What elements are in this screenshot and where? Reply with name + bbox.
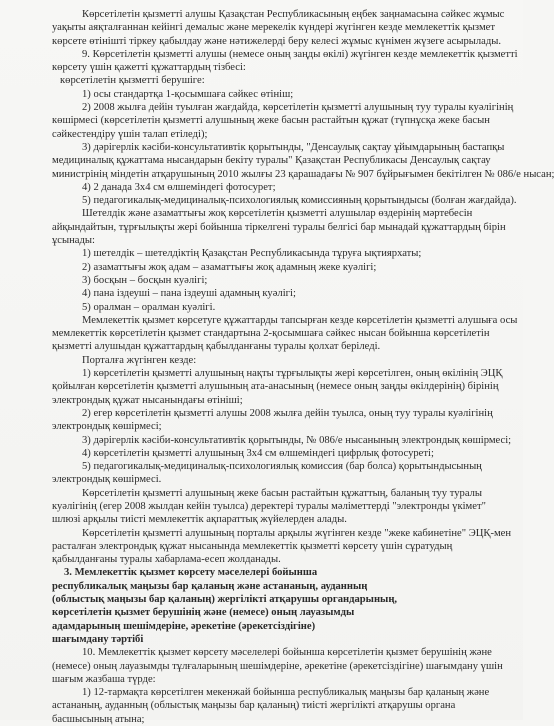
text-line: адамдарының шешімдеріне, әрекетіне (әрекетсіздігіне) bbox=[52, 620, 316, 632]
text-line: шағым жазбаша түрде: bbox=[52, 673, 156, 685]
text-line: 1) көрсетілетін қызметті алушының нақты тұрғылықты жері көрсетілген, оның өкілінің ЭЦҚ bbox=[82, 368, 503, 380]
text-line: көшірмесі (көрсетілетін қызметті алушының жеке басын растайтын құжат (түпнұсқа жеке басын bbox=[52, 115, 490, 127]
text-line: қойылған көрсетілетін қызметті алушының ата-анасының (немесе оның заңды өкілдерінің) бірінің bbox=[52, 381, 499, 393]
text-line: 2) егер көрсетілетін қызметті алушы 2008 жылға дейін туылса, оның туу туралы куәлігінің bbox=[82, 407, 493, 419]
text-line: 3) дәрігерлік кәсіби-консультативтік қорытынды, № 086/е нысанының электрондық көшірмесі; bbox=[82, 434, 512, 446]
text-line: шағымдану тәртібі bbox=[52, 633, 144, 645]
text-line: Көрсетілетін қызметті алушының жеке басын растайтын құжаттың, баланың туу туралы bbox=[82, 487, 483, 499]
text-line: көрсетілетін қызметті берушіге: bbox=[60, 75, 205, 87]
text-line: 1) шетелдік – шетелдіктің Қазақстан Республикасында тұруға ықтиярхаты; bbox=[82, 248, 422, 260]
text-line: 4) 2 данада 3x4 см өлшеміндегі фотосурет; bbox=[82, 181, 276, 193]
text-line: Шетелдік және азаматтығы жоқ көрсетілетін қызметті алушылар өздерінің мәртебесін bbox=[82, 208, 473, 220]
text-line: 9. Көрсетілетін қызметті алушы (немесе оның заңды өкілі) жүгінген кезде мемлекеттік қызметті bbox=[82, 48, 518, 60]
text-line: ұсынады: bbox=[52, 235, 95, 247]
text-line: 5) оралман – оралман куәлігі. bbox=[82, 301, 216, 313]
text-line: медициналық құжаттама нысандарын бекіту туралы" Қазақстан Республикасы Денсаулық сақтау bbox=[52, 155, 491, 167]
text-line: көрсетілетін қызмет берушінің және (немесе) оның лауазымды bbox=[52, 607, 355, 619]
text-line: шлюзі арқылы тиісті мемлекеттік ақпараттық жүйелерден алады. bbox=[52, 514, 347, 526]
text-line: 1) 12-тармақта көрсетілген мекенжай бойынша республикалық маңызы бар қаланың және bbox=[82, 687, 490, 699]
text-line: 10. Мемлекеттік қызмет көрсету мәселелері бойынша көрсетілетін қызмет берушінің және bbox=[82, 647, 492, 659]
text-line: басшысының атына; bbox=[52, 713, 145, 725]
text-line: (облыстық маңызы бар қаланың) жергілікті атқарушы органдарының, bbox=[52, 594, 398, 606]
text-line: мемлекеттік көрсетілетін қызмет стандартына 2-қосымшаға сәйкес нысан бойынша көрсетілетін bbox=[52, 328, 490, 340]
text-line: көрсете өтінішті тіркеу қабылдау және нәтижелерді беру келесі жұмыс күнімен жүзеге асырылады. bbox=[52, 35, 502, 47]
text-line: астананың, ауданның (облыстық маңызы бар қаланың) тиісті жергілікті атқарушы органа bbox=[52, 700, 456, 712]
text-line: қабылданғаны туралы хабарлама-есеп жолданады. bbox=[52, 554, 281, 566]
text-line: 1) осы стандартқа 1-қосымшаға сәйкес өтініш; bbox=[82, 88, 294, 100]
text-line: электрондық көшірмесі; bbox=[52, 421, 162, 433]
text-line: Мемлекеттік қызмет көрсетуге құжаттарды тапсырған кезде көрсетілетін қызметті алушыға осы bbox=[82, 314, 518, 326]
text-line: 4) көрсетілетін қызметті алушының 3x4 см өлшеміндегі цифрлық фотосуреті; bbox=[82, 447, 434, 459]
text-line: қызметті алушыдан құжаттардың қабылданғаны туралы қолхат беріледі. bbox=[52, 341, 381, 353]
text-line: Көрсетілетін қызметті алушы Қазақстан Республикасының еңбек заңнамасына сәйкес жұмыс bbox=[82, 9, 505, 20]
text-line: Көрсетілетін қызметті алушының порталы арқылы жүгінген кезде "жеке кабинетіне" ЭЦҚ-мен bbox=[82, 527, 512, 539]
text-line: 5) педагогикалық-медициналық-психологиялық комиссия (бар болса) қорытындысының bbox=[82, 461, 482, 473]
text-line: сәйкестендіру үшін талап етіледі); bbox=[52, 128, 208, 140]
text-line: куәлігінің (егер 2008 жылдан кейін туылса) деректері туралы мәліметтерді "электронды үкімет" bbox=[52, 500, 486, 512]
text-line: министрінің міндетін атқарушының 2010 жылғы 23 қарашадағы № 907 бұйрығымен бекітілген № 086/е нысан; bbox=[52, 168, 554, 180]
text-line: 2) азаматтығы жоқ адам – азаматтығы жоқ адамның жеке куәлігі; bbox=[82, 261, 377, 273]
text-line: 4) пана іздеуші – пана іздеуші адамның куәлігі; bbox=[82, 288, 296, 300]
text-line: уақыты аяқталғаннан кейінгі демалыс және мерекелік күндері жүгінген кезде мемлекеттік қызмет bbox=[52, 22, 495, 34]
text-line: Порталға жүгінген кезде: bbox=[82, 354, 197, 366]
text-line: 5) педагогикалық-медициналық-психологиялық комиссияның қорытындысы (болған жағдайда). bbox=[82, 195, 517, 207]
text-line: республикалық маңызы бар қаланың және астананың, ауданның bbox=[52, 580, 368, 592]
text-line: 3) босқын – босқын куәлігі; bbox=[82, 274, 208, 286]
text-line: электрондық көшірмесі. bbox=[52, 474, 162, 486]
text-line: электрондық құжат нысанындағы өтініші; bbox=[52, 394, 243, 406]
text-line: 2) 2008 жылға дейін туылған жағдайда, көрсетілетін қызметті алушының туу туралы куәлігінің bbox=[82, 102, 514, 114]
text-line: 3. Мемлекеттік қызмет көрсету мәселелері бойынша bbox=[64, 567, 318, 579]
text-line: (немесе) оның лауазымды тұлғаларының шешімдеріне, әрекетіне (әрекетсіздігіне) шағымдану үшін bbox=[52, 660, 503, 672]
text-line: айқындайтын, тұрғылықты жері бойынша тіркелгені туралы белгісі бар мынадай құжаттардың бірін bbox=[52, 221, 506, 233]
text-line: 3) дәрігерлік кәсіби-консультативтік қорытынды, "Денсаулық сақтау ұйымдарының бастапқы bbox=[82, 141, 505, 153]
text-line: расталған электрондық құжат нысанында мемлекеттік қызметті көрсету үшін сұратудың bbox=[52, 540, 453, 552]
text-line: көрсету үшін қажетті құжаттардың тізбесі: bbox=[52, 62, 246, 74]
